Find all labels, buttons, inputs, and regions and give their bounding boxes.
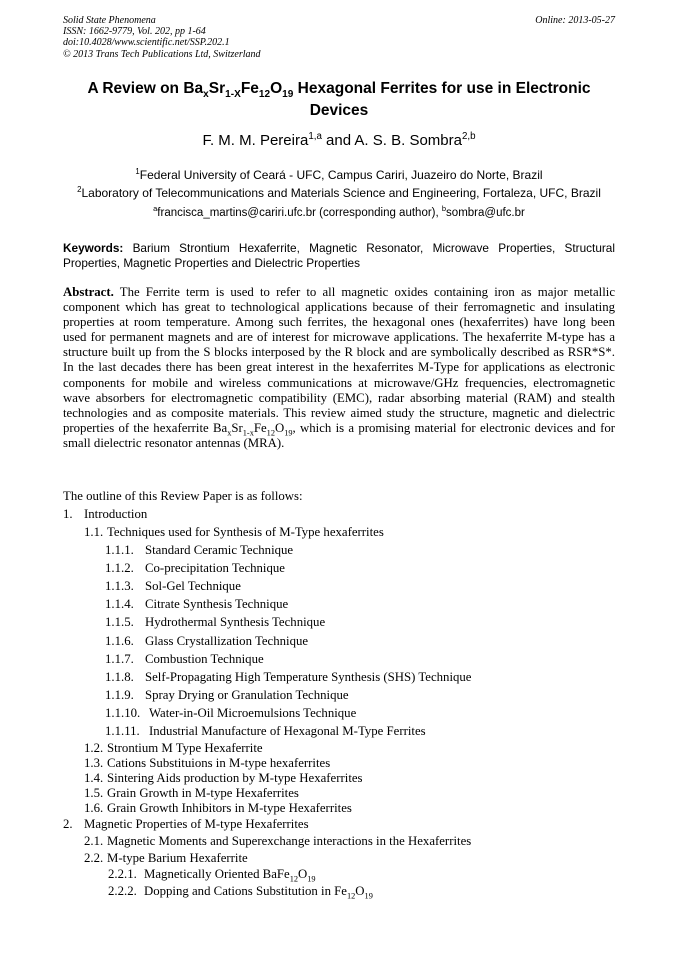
journal-copyright: © 2013 Trans Tech Publications Ltd, Switzerland bbox=[63, 48, 261, 60]
outline-item: 1.1.4. Citrate Synthesis Technique bbox=[105, 597, 289, 611]
keywords-label: Keywords: bbox=[63, 241, 124, 255]
journal-issn: ISSN: 1662-9779, Vol. 202, pp 1-64 bbox=[63, 26, 206, 38]
abstract: Abstract. The Ferrite term is used to refer to all magnetic oxides containing iron as major metallic component which has great to technological applications because of their ferromagnetic and insulating properties at room temperature. Among such ferrites, the hexagonal ones (hexaferrites) have long been used for permanent magnets and are of interest for microwave applications. The hexaferrite M-type has a structure built up from the S blocks interposed by the R block and are symbolically described as RSR*S*. In the last decades there has been great interest in the hexaferrites M-Type for applications as electronic components for mobile and wireless communications at microwave/GHz frequencies, electromagnetic wave absorbers for electromagnetic compatibility (EMC), radar absorbing material (RAM) and stealth technologies and as composite materials. This review aimed study the structure, magnetic and dielectric properties of the hexaferrite $Ba_xSr_{1-x}Fe_{12}O_{19}$, which is a promising material for electronic devices and for small dielectric resonator antennas (MRA). bbox=[63, 285, 615, 450]
keywords: Keywords: Barium Strontium Hexaferrite, Magnetic Resonator, Microwave Properties, Structural Properties, Magnetic Properties and Dielectric Properties bbox=[63, 241, 615, 270]
outline-item: 1.1.7. Combustion Technique bbox=[105, 652, 264, 666]
outline-item: 1.1.10. Water-in-Oil Microemulsions Technique bbox=[105, 706, 357, 720]
outline-item: 1.2. Strontium M Type Hexaferrite bbox=[84, 741, 263, 755]
journal-doi: doi:10.4028/www.scientific.net/SSP.202.1 bbox=[63, 37, 230, 49]
outline-item: 1.1.9. Spray Drying or Granulation Technique bbox=[105, 688, 349, 702]
outline-item: 1.5. Grain Growth in M-type Hexaferrites bbox=[84, 786, 299, 800]
paper-authors: F. M. M. Pereira$^{1,a}$ and A. S. B. Sombra$^{2,b}$ bbox=[202, 131, 476, 149]
author-2: A. S. B. Sombra bbox=[354, 132, 462, 149]
outline-item: 1.1.5. Hydrothermal Synthesis Technique bbox=[105, 615, 326, 629]
outline-item: 1.1.1. Standard Ceramic Technique bbox=[105, 543, 294, 557]
outline-item: 2.2. M-type Barium Hexaferrite bbox=[84, 851, 248, 865]
online-date: Online: 2013-05-27 bbox=[535, 15, 615, 26]
outline-item: 1.4. Sintering Aids production by M-type Hexaferrites bbox=[84, 771, 363, 785]
outline-item: 2.2.1. Magnetically Oriented $BaFe_{12}O_{19}$ bbox=[108, 867, 316, 884]
affiliation-2: $^2$Laboratory of Telecommunications and Materials Science and Engineering, Fortaleza, UFC, Brazil bbox=[77, 185, 601, 200]
outline-item: 2.1. Magnetic Moments and Superexchange interactions in the Hexaferrites bbox=[84, 834, 472, 848]
abstract-label: Abstract. bbox=[63, 285, 114, 299]
outline-item: 1.1.8. Self-Propagating High Temperature Synthesis (SHS) Technique bbox=[105, 670, 472, 684]
outline-item: 2. Magnetic Properties of M-type Hexaferrites bbox=[63, 817, 309, 831]
author-emails: $^a$francisca_martins@cariri.ufc.br (corresponding author), $^b$sombra@ufc.br bbox=[153, 204, 525, 219]
outline-item: 1.1.2. Co-precipitation Technique bbox=[105, 561, 285, 575]
affiliation-1: $^1$Federal University of Ceará - UFC, Campus Cariri, Juazeiro do Norte, Brazil bbox=[135, 167, 543, 182]
outline-item: 1.1.3. Sol-Gel Technique bbox=[105, 579, 241, 593]
journal-name: Solid State Phenomena bbox=[63, 15, 156, 26]
author-1: F. M. M. Pereira bbox=[202, 132, 309, 149]
outline-item: 1. Introduction bbox=[63, 507, 148, 521]
outline-intro: The outline of this Review Paper is as follows: bbox=[63, 489, 303, 503]
outline-item: 1.1.11. Industrial Manufacture of Hexagonal M-Type Ferrites bbox=[105, 724, 426, 738]
outline-item: 1.6. Grain Growth Inhibitors in M-type Hexaferrites bbox=[84, 801, 352, 815]
outline-item: 1.1.6. Glass Crystallization Technique bbox=[105, 634, 309, 648]
journal-header bbox=[63, 15, 261, 60]
outline-item: 1.3. Cations Substituions in M-type hexaferrites bbox=[84, 756, 331, 770]
outline-item: 1.1. Techniques used for Synthesis of M-Type hexaferrites bbox=[84, 525, 384, 539]
paper-title: A Review on $Ba_xSr_{1-X}Fe_{12}O_{19}$ Hexagonal Ferrites for use in Electronic Devices bbox=[87, 80, 591, 119]
outline-item: 2.2.2. Dopping and Cations Substitution in $Fe_{12}O_{19}$ bbox=[108, 884, 373, 901]
